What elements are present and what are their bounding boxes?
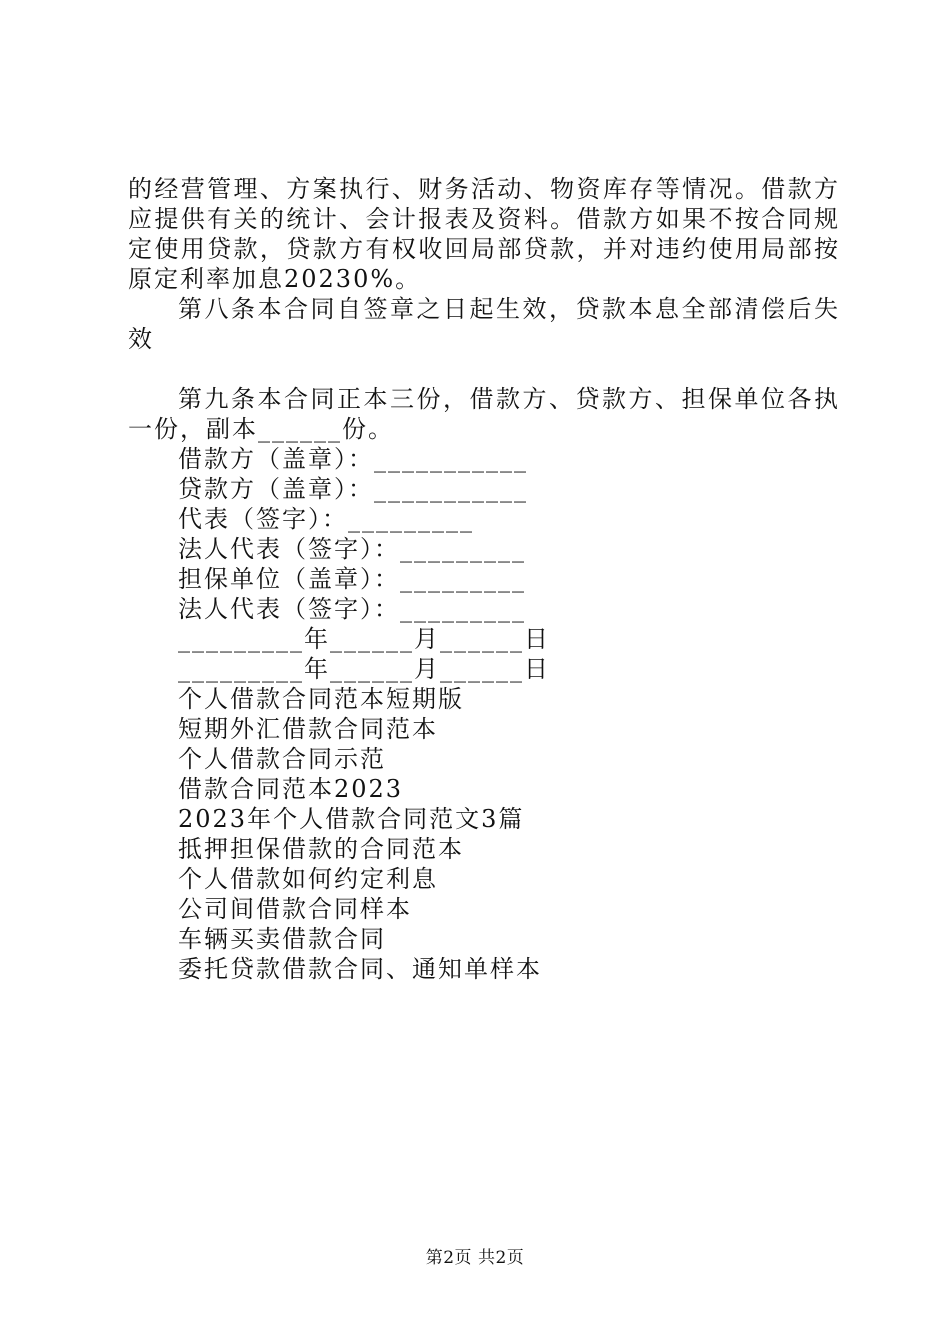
signature-block — [128, 444, 840, 684]
paragraph-article-9: 第九条本合同正本三份，借款方、贷款方、担保单位各执一份，副本______份。 — [128, 385, 840, 443]
related-link[interactable]: 借款合同范本2023 — [178, 775, 404, 803]
date-line-1: _________年______月______日 — [178, 625, 550, 653]
related-link[interactable]: 个人借款合同示范 — [178, 745, 386, 773]
signature-line-guarantor: 担保单位（盖章）：_________ — [178, 565, 526, 593]
related-link[interactable]: 个人借款如何约定利息 — [178, 865, 438, 893]
related-list — [128, 684, 840, 984]
paragraph-article-8: 第八条本合同自签章之日起生效，贷款本息全部清偿后失效 — [128, 295, 840, 353]
related-link[interactable]: 抵押担保借款的合同范本 — [178, 835, 464, 863]
blank-line — [128, 354, 840, 384]
signature-line-representative: 代表（签字）：_________ — [178, 505, 474, 533]
signature-line-lender: 贷款方（盖章）：___________ — [178, 475, 528, 503]
related-link[interactable]: 公司间借款合同样本 — [178, 895, 412, 923]
date-line-2: _________年______月______日 — [178, 655, 550, 683]
page-footer: 第2页 共2页 — [425, 1248, 525, 1268]
signature-line-borrower: 借款方（盖章）：___________ — [178, 445, 528, 473]
paragraph-continuation: 的经营管理、方案执行、财务活动、物资库存等情况。借款方应提供有关的统计、会计报表及资料。借款方如果不按合同规定使用贷款，贷款方有权收回局部贷款，并对违约使用局部按原定利率加息20230%。 — [128, 175, 840, 293]
related-link[interactable]: 个人借款合同范本短期版 — [178, 685, 464, 713]
signature-line-legal-rep-2: 法人代表（签字）：_________ — [178, 595, 526, 623]
related-link[interactable]: 2023年个人借款合同范文3篇 — [178, 805, 525, 833]
related-link[interactable]: 委托贷款借款合同、通知单样本 — [178, 955, 542, 983]
related-link[interactable]: 车辆买卖借款合同 — [178, 925, 386, 953]
document-body — [128, 174, 840, 984]
related-link[interactable]: 短期外汇借款合同范本 — [178, 715, 438, 743]
signature-line-legal-rep: 法人代表（签字）：_________ — [178, 535, 526, 563]
